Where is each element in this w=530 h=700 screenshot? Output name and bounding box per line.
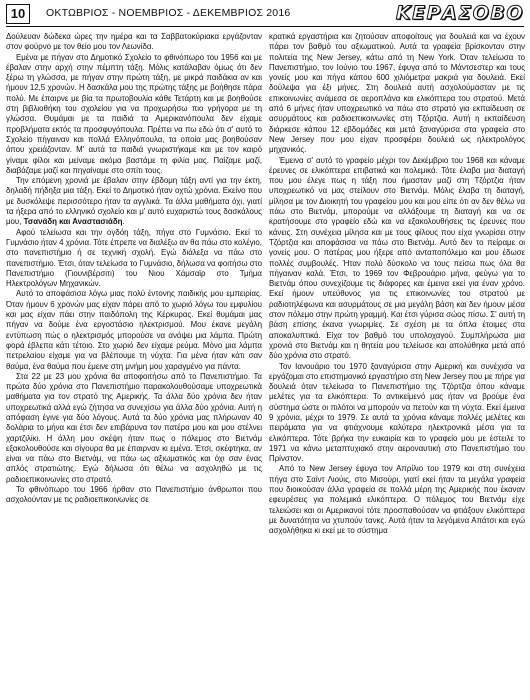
article-paragraph: Εμένα με πήγαν στο Δημοτικό Σχολείο το φθινόπωρο του 1956 και με έβαλαν στην αρχή στην πέμπτη τάξη. Μόλις κατάλαβαν όμως ότι δεν ξέρω τη γλώσσα, με πήγαν στην πρώτη τάξη, με μικρά παιδάκια αν και ήμουν 12,5 χρονών. Η δασκάλα μου της πρώτης τάξης με βοήθησε πάρα πολύ. Με έπαιρνε με βία τα πρωτοβουλία κάθε Τετάρτη και με βοηθούσε στη βιβλιοθήκη του σχολείου για να προχωρήσω πιο γρήγορα με τη γλώσσα. Θυμάμαι με τα παιδιά τα Αμερικανόπουλα δεν είχαμε προβλήματα εκτός τα προσφυγόπουλα. Πρέπει να πω εδώ ότι σ' αυτό το Σχολείο πήγαιναν και πολλά Ελληνόπουλα, τα οποία μας βοηθούσαν όπου χρειάζονταν. Μ' αυτά τα παιδιά γνωριστήκαμε και με τον καιρό γίναμε φίλοι και μείναμε ακόμα βαστάμε τη φιλία μας. Παίζαμε μαζί, διαβάζαμε μαζί και πηγαίναμε στο σπίτι τους. [6, 52, 262, 175]
article-column-right [269, 32, 525, 696]
article-paragraph: Τον Ιανουάριο του 1970 ξαναγύρισα στην Αμερική και συνέχισα να εργάζομαι στο επιστημονικό εργαστήριο στη New Jersey που με πήρε για δουλειά όταν τελείωσα το Πανεπιστήμιο της Τζόρτζια όπου κάναμε μελέτες για τα ελικόπτερα. Το αντικείμενό μας ήταν να βρούμε ένα σύστημα ώστε οι πιλότοι να μπορούν να πετούν και τη νύχτα. Εκεί έμεινα 9 χρόνια, μέχρι το 1979. Σε αυτά τα χρόνια κάναμε πολλές μελέτες και πειράματα για να φτιάχνουμε καλύτερα ηλεκτρονικά μέσα για τα ελικόπτερα. Τότε βρήκα την ευκαιρία και το γραφείο μου με έστειλε το 1971 να κάνω μεταπτυχιακό στην αεροναυτική στο Πανεπιστήμιο του Πρίνστον. [269, 361, 525, 464]
article-paragraph: Αυτό το αποφάσισα λόγω μιας πολύ έντονης παιδικής μου εμπειρίας. Όταν ήμουν 6 χρονών μας είχαν πάρει από το χωριό λόγω του εμφυλίου και μας είχαν πάει στην παιδόπολη της Κέρκυρας. Εκεί θυμάμαι μας πήγαν να δούμε ένα εργοστάσιο ηλεκτρισμού. Μου έκανε μεγάλη εντύπωση πώς ο ηλεκτρισμός μπορούσε να ανάψει μια λάμπα. Πρώτη φορά έβλεπα κάτι τέτοιο. Στο χωριό δεν είχαμε ρεύμα. Μόνο μια λάμπα πετρελαίου είχαμε για να βλέπουμε τη νύχτα. Για μένα ήταν κάτι σαν θαύμα, ένα θαύμα που έμεινε στη μνήμη μου χαραγμένο για πάντα. [6, 289, 262, 371]
teacher-names-highlight: Τσανάδη και Αναστασιάδη [23, 217, 123, 227]
article-paragraph: Δούλευαν δώδεκα ώρες την ημέρα και τα Σαββατοκύριακα εργάζονταν στον φούρνο με τον θείο μου τον Λεωνίδα. [6, 32, 262, 52]
article-paragraph [6, 176, 262, 227]
issue-date: ΟΚΤΩΒΡΙΟΣ - ΝΟΕΜΒΡΙΟΣ - ΔΕΚΕΜΒΡΙΟΣ 2016 [46, 7, 291, 19]
article-paragraph: Το φθινόπωρο του 1966 ήρθαν στο Πανεπιστήμιο άνθρωποι που ασχολούνταν με τις ραδιοεπικοινωνίες σε [6, 485, 262, 505]
article-paragraph: κρατικά εργαστήρια και ζητούσαν αποφοίτους για δουλειά και να έχουν πάρει τον βαθμό του αξιωματικού. Αυτά τα γραφεία βρίσκονταν στην πολιτεία της New Jersey, κάτω από τη New York. Όταν τελείωσα το Πανεπιστήμιο, τον Ιούνιο του 1967, έφυγα από το Μάντσεστερ και τους γονείς μου και πήγα κάπου 600 χιλιόμετρα μακριά για δουλειά. Εκεί δούλεψα για έξι μήνες. Στη δουλειά αυτή ασχολούμασταν με τις επικοινωνίες ανάμεσα σε αεροπλάνα και ελικόπτερα του στρατού. Μετά από 6 μήνες ήταν υποχρεωτικό να πάω στο στρατό για εκπαίδευση σε ασυρμάτους και ραδιοεπικοινωνίες στη Τζόρτζια. Αυτή η εκπαίδευση διάρκεσε κάπου 12 εβδομάδες και μετά ξαναγύρισα στα γραφεία στο New Jersey που μου είχαν προσφέρει δουλειά ως ηλεκτρολόγος μηχανικός. [269, 32, 525, 155]
page-number: 10 [6, 4, 30, 24]
article-paragraph: Έμεινα σ' αυτό το γραφείο μέχρι τον Δεκέμβριο του 1968 και κάναμε έρευνες σε ελικόπτερα επιβατικά και πολεμικά. Τότε έλαβα μια διαταγή που μου έλεγε πως η τάξη που ήμασταν μαζί στη Τζόρτζια ήταν υποχρεωτικό να μας στείλουν στο Βιετνάμ. Μόλις έλαβα τη διαταγή, μίλησα με τον Διοικητή του γραφείου μου και μου είπε ότι αν δεν θέλω να πάω στο Βιετνάμ, μπορούμε να αλλάξουμε τη διαταγή και να σε κρατήσουμε στο γραφείο εδώ και να εξακολουθήσεις τις έρευνες που κάνεις. Στη συνέχεια μίλησα και με τους φίλους που είχα γνωρίσει στην Τζόρτζια και αποφάσισα να πάω στο Βιετνάμ. Αυτό δεν το πείραμε οι γονείς μου. Ο πατέρας μου ήξερε από ανταποπόλεμο και μου έδωσε πολλές συμβουλές. Ήταν πολύ δύσκολο να τους πείσω πως όλα θα πήγαιναν καλά. Έτσι, το 1969 τον Φεβρουάριο μήνα, φεύγω για το Βιετνάμ όπου συνεχίζουμε τις διάφορες και έμεινα εκεί για έναν χρόνο. Εκεί ήμουν υπεύθυνος για τις επικοινωνίες του στρατού με ραδιοτηλέφωνα και ασυρμάτους σε μια μεγάλη βάση και δεν ήμουν μέσα στον πόλεμο στην πρώτη γραμμή. Και έτσι γύρισα σώος πίσω. Σ' αυτή τη βάση επίσης έκανα γνωριμίες. Σε σχέση με τα όπλα έτοιμες στα αποκαλυπτικά. Είχα τον βαθμό του υπολοχαγού. Συμπλήρωσα μια χρονιά στο Βιετνάμ και η θητεία μου τελείωσε και απολύθηκα μετά από δύο χρόνια στο στρατό. [269, 155, 525, 361]
header-rule [6, 26, 524, 27]
article-column-left [6, 32, 262, 696]
article-paragraph: Αφού τελείωσα και την ογδόη τάξη, πήγα στο Γυμνάσιο. Εκεί το Γυμνάσιο ήταν 4 χρόνια. Τότε έπρεπε να διαλέξω αν θα πάω στο κολέγιο, στο πανεπιστήμιο ή σε τεχνική σχολή. Εγώ διάλεξα να πάω στο πανεπιστήμιο. Έτσι, όταν τελείωσα το Γυμνάσιο, δήλωσα να φοιτήσω στο Πανεπιστήμιο (Γιουνιβέρσιτι) του Νιου Χάμσαϊρ στο Τμήμα Ηλεκτρολόγων Μηχανικών. [6, 227, 262, 289]
paragraph-text: Την επόμενη χρονιά με έβαλαν στην έβδομη τάξη αντί για την έκτη, δηλαδή πήδηξα μια τάξη. Εκεί το Δημοτικό ήταν οχτώ χρόνια. Εκείνο που με δυσκόλεψε περισσότερο ήταν τα αγγλικά. Τα άλλα μαθήματα όχι, γιατί τα ήξερα από το ελληνικό σχολείο και μ' αυτό ευχαριστώ τους δασκάλους μου, Τσανάδη και Αναστασιάδη. [6, 176, 262, 227]
article-paragraph: Από το New Jersey έφυγα τον Απρίλιο του 1979 και στη συνέχεια πήγα στο Σαίντ Λιούις, στο Μισούρι, γιατί εκεί ήταν τα μεγάλα γραφεία που διοικούσαν άλλα γραφεία σε πολλά μέρη της Αμερικής που έκαναν εφευρέσεις για πολεμικά ελικόπτερα. Ο πόλεμος του Βιετνάμ είχε τελειώσει και οι Αμερικανοί τότε προσπαθούσαν να φτιάξουν ελικόπτερα με δυνατότητα να χτυπούν τανκς. Αυτά ήταν τα λεγόμενα Απάτσι και εγώ ασχολήθηκα κι εκεί με το σύστημα [269, 464, 525, 536]
page-header [6, 4, 524, 26]
article-paragraph: Στα 22 με 23 μου χρόνια θα αποφοιτήσω από το Πανεπιστήμιο. Τα πρώτα δύο χρόνια στο Πανεπιστήμιο παρακολουθούσαμε υποχρεωτικά μαθήματα για τον στρατό της Αμερικής. Τα άλλα δύο χρόνια δεν ήταν υποχρεωτικά αλλά εγώ ζήτησα να συνεχίσω για άλλα δύο χρόνια. Αυτή η απόφαση έγινε για δύο λόγους. Αυτά τα δύο χρόνια μας πλήρωναν 40 δολάρια το μήνα και έτσι δεν επιβάρυνα τον πατέρα μου και μου στέλνει χαρτζιλίκι. Η άλλη μου σκέψη ήταν πως ο πόλεμος στο Βιετνάμ εξακολουθούσε και σίγουρα θα με έπαιρναν κι εμένα. Έτσι, σκέφτηκα, αν είναι να πάω στο Βιετνάμ, να πάω ως αξιωματικός και όχι σαν ένας απλός στρατιώτης. Εγώ δήλωσα ότι θέλω να ασχοληθώ με τις ραδιοεπικοινωνίες στο στρατό. [6, 371, 262, 484]
masthead-title: ΚΕΡΑΣΟΒΟ [395, 2, 524, 24]
